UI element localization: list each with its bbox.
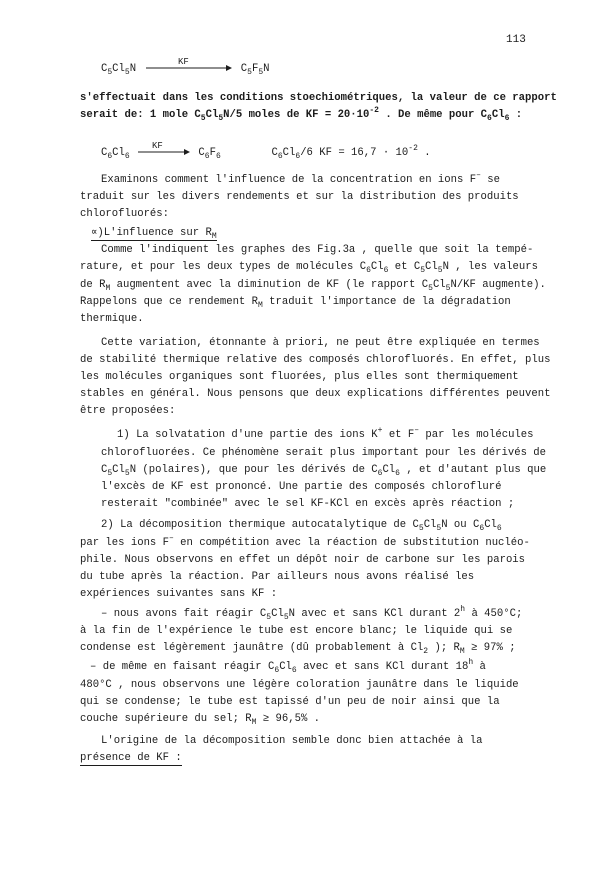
text-line: 2) La décomposition thermique autocatalytique de $C_5Cl_5N$ ou $C_6Cl_6$ [101, 519, 502, 533]
reaction-1-reactant: $C_5Cl_5N$ [101, 63, 137, 78]
page-number: 113 [506, 34, 526, 46]
reaction-1-reagent: KF [178, 58, 190, 67]
text-line: couche supérieure du sel; $R_M \ge 96,5\%$ . [80, 713, 321, 727]
text-line: 480°C , nous observons une légère coloration jaunâtre dans le liquide [80, 679, 519, 691]
text-line: resterait "combinée" avec le sel KF-KCl en excès après réaction ; [101, 498, 515, 510]
text-line: – nous avons fait réagir $C_5Cl_5N$ avec et sans KCl durant 2$^h$ à 450°C; [101, 605, 523, 622]
text-line: traduit sur les divers rendements et sur la distribution des produits [80, 191, 519, 203]
text-line: de stabilité thermique relative des composés chlorofluorés. En effet, plus [80, 354, 551, 366]
reaction-2-product: $C_6F_6$ [198, 147, 221, 162]
text-line: présence de KF : [80, 752, 182, 764]
reaction-2-reagent: KF [152, 142, 163, 151]
text-line: s'effectuait dans les conditions stoechiométriques, la valeur de ce rapport [80, 92, 557, 104]
text-line: de $R_M$ augmentent avec la diminution de KF (le rapport $C_5Cl_5N/KF$ augmente). [80, 279, 546, 293]
text-line: phile. Nous observons en effet un dépôt noir de carbone sur les parois [80, 554, 526, 566]
text-line: chlorofluorés: [80, 208, 170, 220]
text-line: l'excès de KF est prononcé. Une partie des composés chlorofluré [101, 481, 502, 493]
text-line: qui se condense; le tube est tapissé d'un peu de noir ainsi que la [80, 696, 500, 708]
text-line: stables en général. Nous pensons que deux explications différentes peuvent [80, 388, 551, 400]
reaction-equation-1 [101, 58, 269, 79]
text-line: thermique. [80, 313, 144, 325]
reaction-arrow-1 [142, 58, 234, 79]
text-line: du tube après la réaction. Par ailleurs nous avons réalisé les [80, 571, 475, 583]
text-line: 1) La solvatation d'une partie des ions K+ et F– par les molécules [117, 426, 534, 441]
reaction-equation-2 [101, 142, 431, 163]
text-line: par les ions F– en compétition avec la réaction de substitution nucléo- [80, 534, 530, 549]
text-line: être proposées: [80, 405, 176, 417]
text-line: – de même en faisant réagir $C_6Cl_6$ avec et sans KCl durant 18$^h$ à [90, 658, 486, 675]
text-line: L'origine de la décomposition semble donc bien attachée à la [101, 735, 483, 747]
reaction-1-product: $C_5F_5N$ [240, 63, 270, 78]
text-line: Examinons comment l'influence de la concentration en ions F– se [101, 171, 500, 186]
text-line: les molécules organiques sont fluorées, plus elles sont thermiquement [80, 371, 519, 383]
reaction-arrow-2 [136, 142, 192, 163]
text-line: expériences suivantes sans KF : [80, 588, 278, 600]
reaction-2-ratio: $C_6Cl_6/6$ KF = $16,7 \cdot 10^{-2}$ . [271, 144, 431, 162]
text-line: $C_5Cl_5N$ (polaires), que pour les dérivés de $C_6Cl_6$ , et d'autant plus que [101, 464, 547, 478]
text-line: à la fin de l'expérience le tube est encore blanc; le liquide qui se [80, 625, 513, 637]
text-line: condense est légèrement jaunâtre (dû probablement à $Cl_2$ ); $R_M \ge 97\%$ ; [80, 642, 516, 656]
section-heading: ∝)L'influence sur $R_M$ [91, 227, 217, 241]
text-line: Comme l'indiquent les graphes des Fig.3a , quelle que soit la tempé- [101, 244, 534, 256]
text-line: Cette variation, étonnante à priori, ne peut être expliquée en termes [101, 337, 540, 349]
text-line: Rappelons que ce rendement $R_M$ traduit l'importance de la dégradation [80, 296, 511, 310]
text-line: chlorofluorées. Ce phénomène serait plus important pour les dérivés de [101, 447, 547, 459]
reaction-2-reactant: $C_6Cl_6$ [101, 147, 130, 162]
text-line: rature, et pour les deux types de molécules $C_6Cl_6$ et $C_5Cl_5N$ , les valeurs [80, 261, 538, 275]
text-line: serait de: 1 mole $C_5Cl_5N/5$ moles de KF = $20\cdot 10^{-2}$ . De même pour $C_6Cl_6$ : [80, 106, 523, 123]
